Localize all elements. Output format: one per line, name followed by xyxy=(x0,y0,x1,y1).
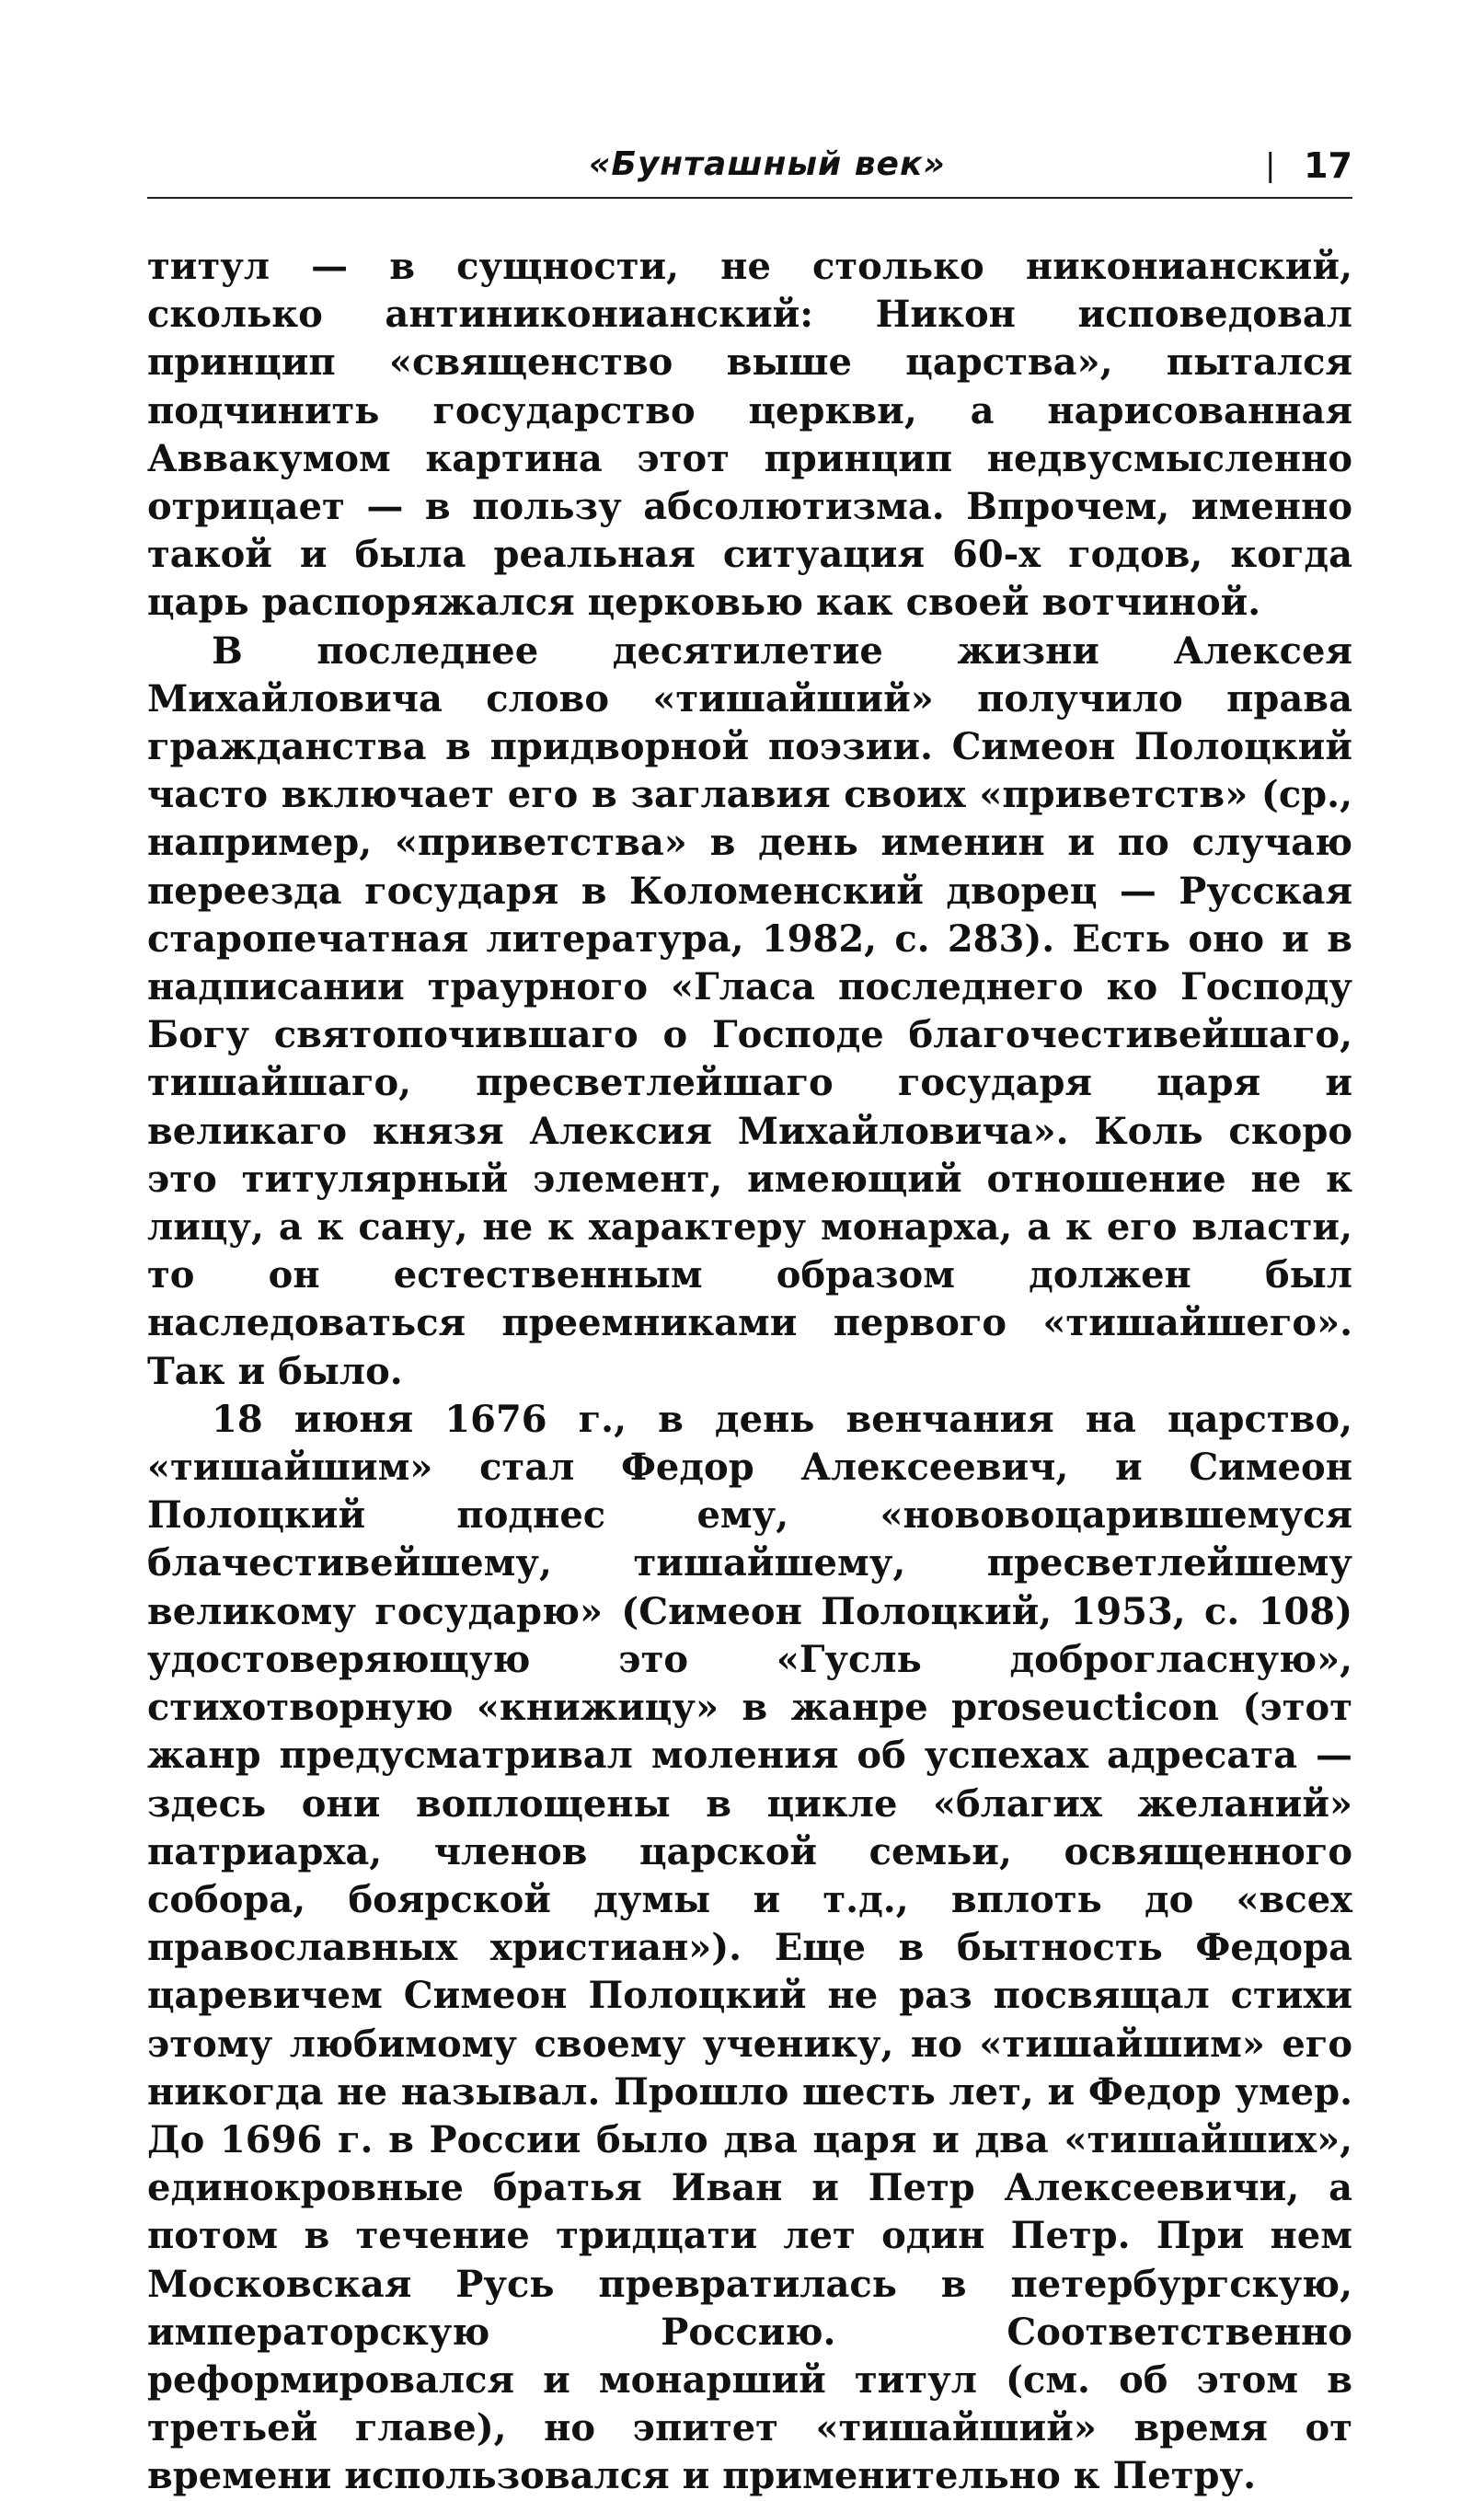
page-number: 17 xyxy=(1304,145,1352,186)
running-title: «Бунташный век» xyxy=(589,145,946,183)
paragraph-2: В последнее десятилетие жизни Алексея Михайловича слово «тишайший» получило права гражданства в придворной поэзии. Симеон Полоцкий часто включает его в заглавия своих «приветств» (ср., например, «приветства» в день именин и по случаю переезда государя в Коломенский дворец — Русская старопечатная литература, 1982, с. 283). Есть оно и в надписании траурного «Гласа последнего ко Господу Богу святопочившаго о Господе благочестивейшаго, тишайшаго, пресветлейшаго государя царя и великаго князя Алексия Михайловича». Коль скоро это титулярный элемент, имеющий отношение не к лицу, а к сану, не к характеру монарха, а к его власти, то он естественным образом должен был наследоваться преемниками первого «тишайшего». Так и было. xyxy=(147,628,1352,1393)
book-page xyxy=(147,138,1352,2498)
page-header xyxy=(147,138,1352,199)
paragraph-1: титул — в сущности, не столько никонианский, сколько антиниконианский: Никон исповедовал принцип «священство выше царства», пытался подчинить государство церкви, а нарисованная Аввакумом картина этот принцип недвусмысленно отрицает — в пользу абсолютизма. Впрочем, именно такой и была реальная ситуация 60-х годов, когда царь распоряжался церковью как своей вотчиной. xyxy=(147,245,1352,625)
body-text xyxy=(147,243,1352,2501)
header-separator: | xyxy=(1265,147,1276,184)
paragraph-3: 18 июня 1676 г., в день венчания на царство, «тишайшим» стал Федор Алексеевич, и Симеон Полоцкий поднес ему, «нововоцарившемуся блачестивейшему, тишайшему, пресветлейшему великому государю» (Симеон Полоцкий, 1953, с. 108) удостоверяющую это «Гусль доброгласную», стихотворную «книжицу» в жанре proseucticon (этот жанр предусматривал моления об успехах адресата — здесь они воплощены в цикле «благих желаний» патриарха, членов царской семьи, освященного собора, боярской думы и т.д., вплоть до «всех православных христиан»). Еще в бытность Федора царевичем Симеон Полоцкий не раз посвящал стихи этому любимому своему ученику, но «тишайшим» его никогда не называл. Прошло шесть лет, и Федор умер. До 1696 г. в России было два царя и два «тишайших», единокровные братья Иван и Петр Алексеевичи, а потом в течение тридцати лет один Петр. При нем Московская Русь превратилась в петербургскую, императорскую Россию. Соответственно реформировался и монарший титул (см. об этом в третьей главе), но эпитет «тишайший» время от времени использовался и применительно к Петру. xyxy=(147,1397,1352,2498)
